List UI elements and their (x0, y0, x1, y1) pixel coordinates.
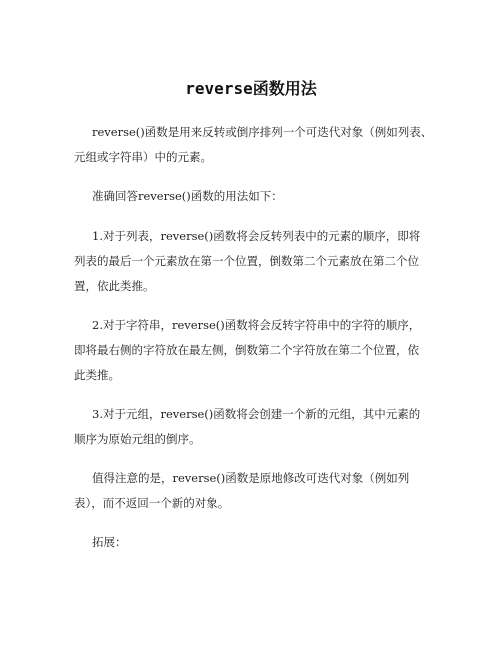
note-paragraph (92, 466, 409, 491)
note-paragraph-continued (74, 491, 229, 516)
paragraph-line: 表），而不返回一个新的对象。 (74, 496, 230, 510)
paragraph-line: 值得注意的是，reverse()函数是原地修改可迭代对象（例如列 (92, 471, 410, 485)
paragraph-line: reverse()函数是用来反转或倒序排列一个可迭代对象（例如列表、 (92, 125, 433, 139)
paragraph-line: 元组或字符串）中的元素。 (74, 150, 212, 164)
list-item-3-continued (74, 427, 201, 452)
document-title: reverse函数用法 (185, 79, 317, 98)
paragraph-line: 3.对于元组，reverse()函数将会创建一个新的元组，其中元素的 (92, 407, 421, 421)
list-item-3 (92, 402, 420, 427)
intro-paragraph-continued (74, 145, 212, 170)
list-item-2 (92, 313, 420, 338)
paragraph-line: 即将最右侧的字符放在最左侧，倒数第二个字符放在第二个位置，依 (74, 343, 419, 357)
paragraph-line: 顺序为原始元组的倒序。 (74, 432, 201, 446)
list-item-1 (92, 224, 420, 249)
paragraph-line: 列表的最后一个元素放在第一个位置，倒数第二个元素放在第二个位 (74, 254, 419, 268)
paragraph-line: 置，依此类推。 (74, 279, 155, 293)
paragraph-line: 2.对于字符串，reverse()函数将会反转字符串中的字符的顺序， (92, 318, 421, 332)
paragraph-line: 此类推。 (74, 368, 120, 382)
list-item-1-continued (74, 249, 419, 299)
paragraph-line: 1.对于列表，reverse()函数将会反转列表中的元素的顺序，即将 (92, 229, 421, 243)
list-item-2-continued (74, 338, 419, 388)
extension-heading (92, 530, 127, 555)
intro-paragraph (92, 120, 432, 145)
paragraph-line: 拓展： (92, 535, 127, 549)
paragraph-line: 准确回答reverse()函数的用法如下： (92, 189, 283, 203)
lead-in-paragraph (92, 184, 283, 209)
